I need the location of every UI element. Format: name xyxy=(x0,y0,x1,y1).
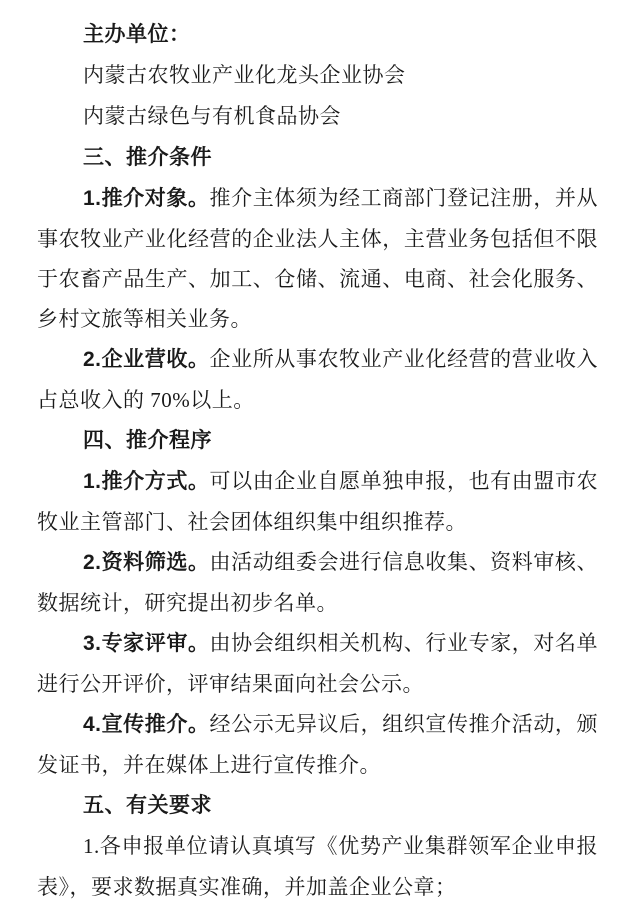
host-unit-name: 内蒙古农牧业产业化龙头企业协会 xyxy=(83,63,406,87)
heading-host-units xyxy=(37,14,598,55)
host-unit-name: 内蒙古绿色与有机食品协会 xyxy=(83,104,341,128)
numbered-paragraph-4-label: 2.资料筛选。 xyxy=(83,551,210,574)
requirement-paragraph-1: 1.各申报单位请认真填写《优势产业集群领军企业申报表》，要求数据真实准确，并加盖企业公章； xyxy=(37,834,598,899)
numbered-paragraph-5: 3.专家评审。由协会组织相关机构、行业专家，对名单进行公开评价，评审结果面向社会公示。 xyxy=(37,631,598,696)
numbered-paragraph-3: 1.推介方式。可以由企业自愿单独申报，也有由盟市农牧业主管部门、社会团体组织集中组织推荐。 xyxy=(37,469,598,534)
heading-host-units-label: 主办单位： xyxy=(83,23,191,46)
numbered-paragraph-1-label: 1.推介对象。 xyxy=(83,187,210,210)
numbered-paragraph-4: 2.资料筛选。由活动组委会进行信息收集、资料审核、数据统计，研究提出初步名单。 xyxy=(37,550,598,615)
section-heading-4 xyxy=(37,420,598,461)
numbered-paragraph-2: 2.企业营收。企业所从事农牧业产业化经营的营业收入占总收入的 70%以上。 xyxy=(37,347,598,412)
numbered-paragraph-6: 4.宣传推介。经公示无异议后，组织宣传推介活动，颁发证书，并在媒体上进行宣传推介。 xyxy=(37,712,598,777)
host-unit-line-1 xyxy=(37,55,598,96)
numbered-paragraph-5-label: 3.专家评审。 xyxy=(83,632,210,655)
numbered-paragraph-2-label: 2.企业营收。 xyxy=(83,348,210,371)
section-heading-3 xyxy=(37,137,598,178)
section-heading-5-label: 五、有关要求 xyxy=(83,794,212,817)
section-heading-4-label: 四、推介程序 xyxy=(83,429,212,452)
host-unit-line-2 xyxy=(37,96,598,137)
section-heading-3-label: 三、推介条件 xyxy=(83,146,212,169)
section-heading-5 xyxy=(37,785,598,826)
numbered-paragraph-1: 1.推介对象。推介主体须为经工商部门登记注册，并从事农牧业产业化经营的企业法人主体，主营业务包括但不限于农畜产品生产、加工、仓储、流通、电商、社会化服务、乡村文旅等相关业务。 xyxy=(37,186,598,331)
numbered-paragraph-6-label: 4.宣传推介。 xyxy=(83,713,210,736)
numbered-paragraph-3-label: 1.推介方式。 xyxy=(83,470,210,493)
